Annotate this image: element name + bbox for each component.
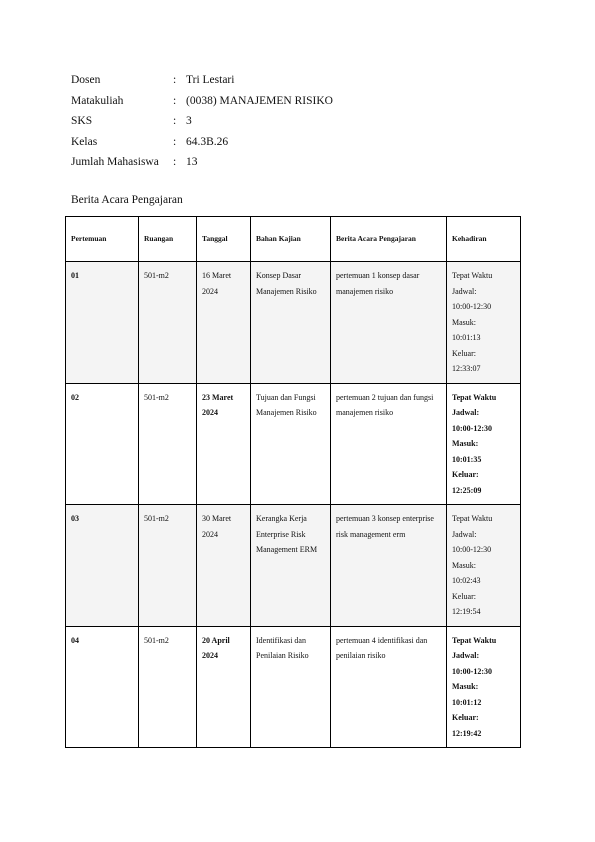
berita-acara-table (65, 216, 521, 748)
kehadiran-keluar-label: Keluar: (452, 348, 476, 358)
kehadiran-masuk-label: Masuk: (452, 439, 479, 448)
kehadiran-masuk: 10:02:43 (452, 576, 481, 585)
kehadiran-keluar: 12:19:54 (452, 607, 481, 616)
header-bahan-kajian: Bahan Kajian (251, 217, 331, 262)
kehadiran-masuk-label: Masuk: (452, 317, 476, 327)
cell-berita-acara: pertemuan 4 identifikasi dan penilaian risiko (331, 626, 447, 748)
section-title: Berita Acara Pengajaran (71, 194, 183, 206)
cell-tanggal: 30 Maret 2024 (197, 505, 251, 627)
kehadiran-jadwal-label: Jadwal: (452, 651, 480, 660)
cell-pertemuan: 01 (66, 262, 139, 384)
kehadiran-status: Tepat Waktu (452, 514, 493, 523)
cell-berita-acara: pertemuan 1 konsep dasar manajemen risiko (331, 262, 447, 384)
info-value: 13 (186, 156, 198, 169)
cell-ruangan: 501-m2 (139, 626, 197, 748)
header-tanggal: Tanggal (197, 217, 251, 262)
kehadiran-keluar-label: Keluar: (452, 470, 479, 479)
kehadiran-status: Tepat Waktu (452, 271, 493, 280)
info-label: Matakuliah (71, 94, 124, 107)
kehadiran-keluar: 12:25:09 (452, 485, 482, 495)
cell-pertemuan: 04 (66, 626, 139, 748)
cell-pertemuan: 03 (66, 505, 139, 627)
info-label: Jumlah Mahasiswa (71, 156, 159, 169)
cell-tanggal: 23 Maret 2024 (197, 383, 251, 505)
kehadiran-jadwal-label: Jadwal: (452, 529, 477, 539)
info-row-dosen (71, 70, 333, 91)
table-row (66, 262, 521, 384)
kehadiran-masuk: 10:01:12 (452, 697, 482, 707)
kehadiran-jadwal-label: Jadwal: (452, 286, 477, 296)
cell-tanggal: 20 April 2024 (197, 626, 251, 748)
cell-ruangan: 501-m2 (139, 505, 197, 627)
kehadiran-keluar-label: Keluar: (452, 591, 476, 601)
info-value: 3 (186, 115, 192, 128)
header-ruangan: Ruangan (139, 217, 197, 262)
kehadiran-jadwal: 10:00-12:30 (452, 666, 492, 676)
table-row (66, 383, 521, 505)
cell-kehadiran (447, 626, 521, 748)
kehadiran-jadwal: 10:00-12:30 (452, 545, 492, 554)
table-row (66, 626, 521, 748)
kehadiran-keluar: 12:19:42 (452, 728, 482, 738)
cell-berita-acara: pertemuan 2 tujuan dan fungsi manajemen risiko (331, 383, 447, 505)
info-colon: : (173, 115, 177, 128)
table-row (66, 505, 521, 627)
header-pertemuan: Pertemuan (66, 217, 139, 262)
header-berita-acara: Berita Acara Pengajaran (331, 217, 447, 262)
cell-kehadiran (447, 262, 521, 384)
kehadiran-jadwal: 10:00-12:30 (452, 423, 492, 433)
kehadiran-jadwal: 10:00-12:30 (452, 302, 492, 311)
info-value: 64.3B.26 (186, 135, 229, 148)
kehadiran-status: Tepat Waktu (452, 635, 497, 645)
info-colon: : (173, 156, 177, 169)
kehadiran-keluar: 12:33:07 (452, 364, 481, 373)
kehadiran-keluar-label: Keluar: (452, 713, 479, 722)
course-info (71, 70, 333, 173)
cell-bahan-kajian: Tujuan dan Fungsi Manajemen Risiko (251, 383, 331, 505)
cell-kehadiran (447, 383, 521, 505)
kehadiran-masuk-label: Masuk: (452, 560, 476, 570)
info-row-kelas (71, 132, 333, 153)
table-header-row (66, 217, 521, 262)
cell-berita-acara: pertemuan 3 konsep enterprise risk management erm (331, 505, 447, 627)
info-colon: : (173, 94, 177, 107)
info-label: Dosen (71, 74, 101, 87)
kehadiran-status: Tepat Waktu (452, 392, 497, 402)
info-row-sks (71, 111, 333, 132)
cell-ruangan: 501-m2 (139, 383, 197, 505)
header-kehadiran: Kehadiran (447, 217, 521, 262)
info-row-jumlah-mahasiswa (71, 152, 333, 173)
info-row-matakuliah (71, 91, 333, 112)
cell-kehadiran (447, 505, 521, 627)
kehadiran-masuk: 10:01:35 (452, 454, 482, 464)
cell-bahan-kajian: Kerangka Kerja Enterprise Risk Management ERM (251, 505, 331, 627)
cell-bahan-kajian: Identifikasi dan Penilaian Risiko (251, 626, 331, 748)
info-value: Tri Lestari (186, 74, 235, 87)
cell-ruangan: 501-m2 (139, 262, 197, 384)
info-value: (0038) MANAJEMEN RISIKO (186, 94, 333, 107)
kehadiran-masuk: 10:01:13 (452, 333, 481, 342)
info-colon: : (173, 74, 177, 87)
cell-pertemuan: 02 (66, 383, 139, 505)
kehadiran-masuk-label: Masuk: (452, 682, 479, 691)
cell-tanggal: 16 Maret 2024 (197, 262, 251, 384)
info-label: Kelas (71, 135, 98, 148)
cell-bahan-kajian: Konsep Dasar Manajemen Risiko (251, 262, 331, 384)
info-colon: : (173, 135, 177, 148)
info-label: SKS (71, 115, 93, 128)
kehadiran-jadwal-label: Jadwal: (452, 408, 480, 417)
